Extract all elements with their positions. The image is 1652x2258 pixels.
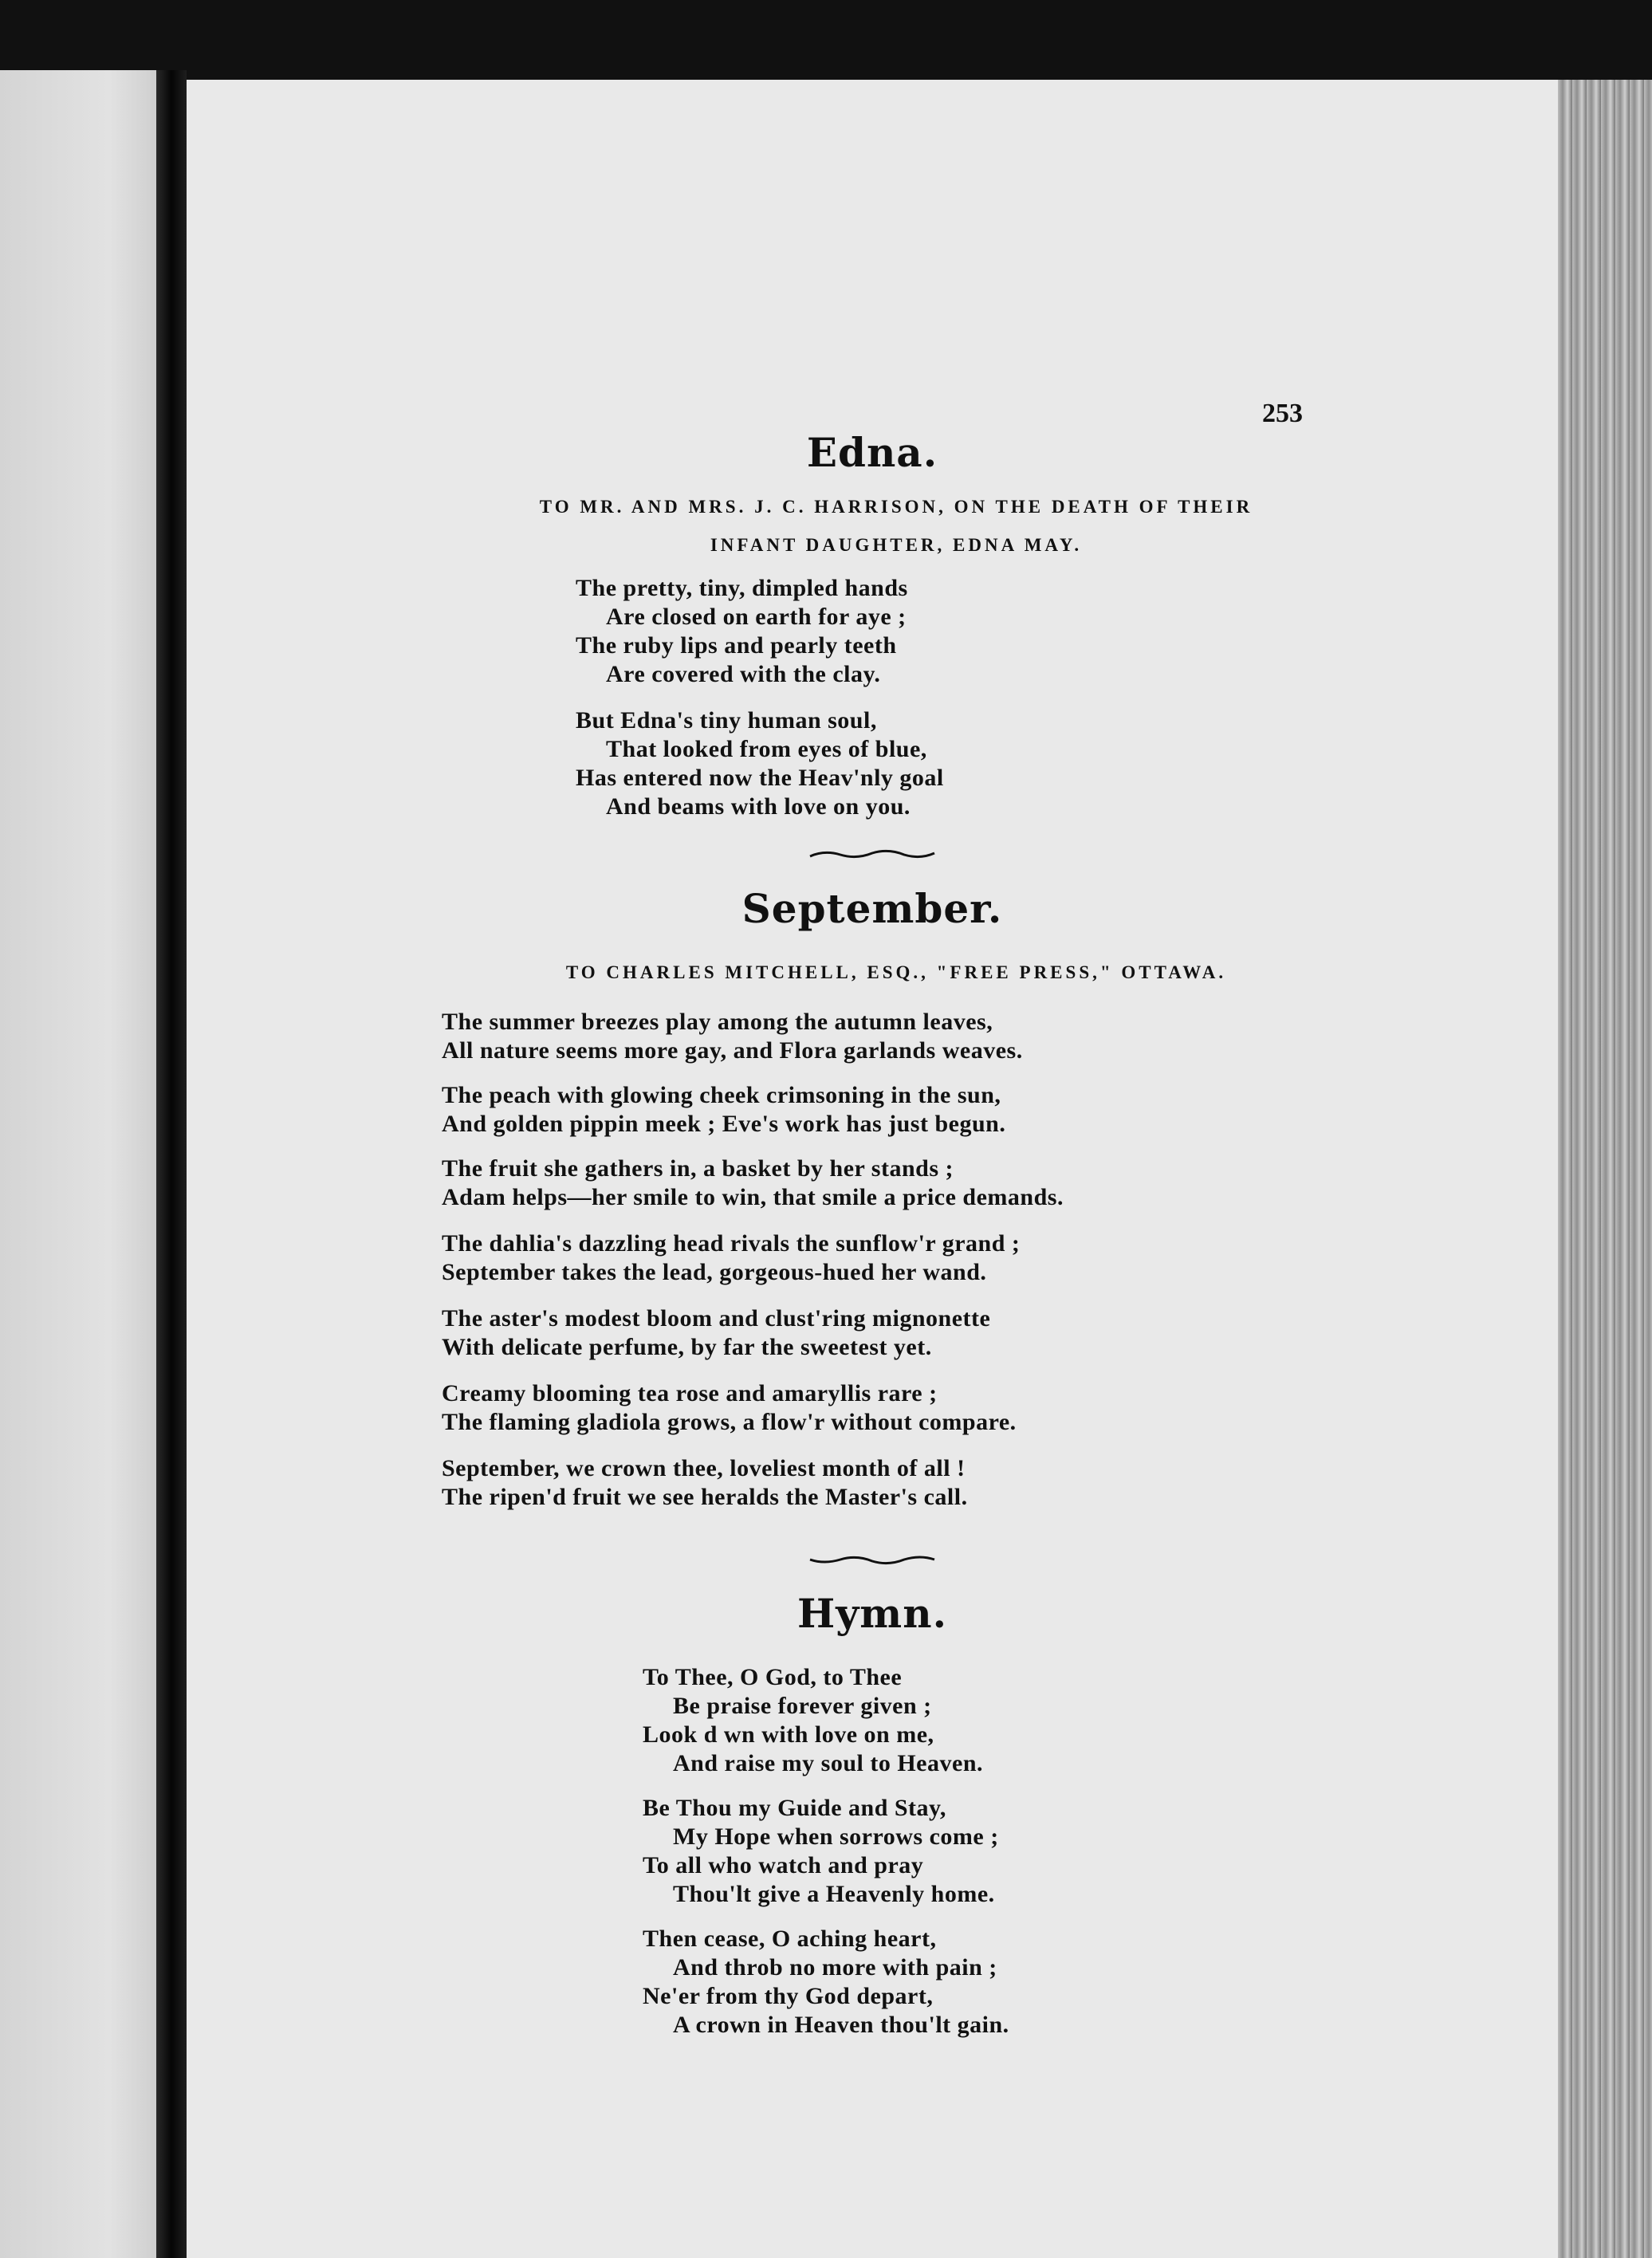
dedication-line: TO CHARLES MITCHELL, ESQ., "FREE PRESS," OTTAWA. xyxy=(565,962,1227,982)
verse-line: Adam helps—her smile to win, that smile a price demands. xyxy=(442,1184,1064,1210)
verse-line: The dahlia's dazzling head rivals the sunflow'r grand ; xyxy=(442,1230,1021,1257)
verse-line: But Edna's tiny human soul, xyxy=(576,707,877,734)
verse-line: Creamy blooming tea rose and amaryllis rare ; xyxy=(442,1380,938,1406)
stanza xyxy=(442,1081,1005,1139)
verse-line: Then cease, O aching heart, xyxy=(643,1926,937,1952)
verse-line: The summer breezes play among the autumn leaves, xyxy=(442,1009,993,1035)
verse-line: To all who watch and pray xyxy=(643,1852,924,1878)
ornament-divider xyxy=(187,847,1558,863)
verse-line: The ruby lips and pearly teeth xyxy=(576,632,897,659)
verse-line: Are covered with the clay. xyxy=(606,661,881,687)
stanza xyxy=(442,1229,1020,1287)
verse-line: Are closed on earth for aye ; xyxy=(606,604,907,630)
stanza xyxy=(442,1379,1017,1437)
poem-title-hymn: Hymn. xyxy=(797,1590,947,1637)
stanza xyxy=(442,1008,1023,1065)
dedication-september xyxy=(346,954,1446,992)
stanza xyxy=(442,1304,990,1362)
dedication-line: TO MR. AND MRS. J. C. HARRISON, ON THE DEATH OF THEIR xyxy=(539,497,1253,517)
stanza xyxy=(442,1454,968,1512)
verse-line: And golden pippin meek ; Eve's work has just begun. xyxy=(442,1111,1006,1137)
facing-page-edge xyxy=(0,70,156,2258)
stanza xyxy=(643,1794,999,1909)
verse-line: September takes the lead, gorgeous-hued her wand. xyxy=(442,1259,987,1285)
verse-line: Be Thou my Guide and Stay, xyxy=(643,1795,946,1821)
dedication-line: INFANT DAUGHTER, EDNA MAY. xyxy=(710,535,1083,555)
page-number: 253 xyxy=(1262,399,1303,428)
verse-line: Be praise forever given ; xyxy=(673,1693,932,1719)
verse-line: Look d wn with love on me, xyxy=(643,1721,934,1748)
dedication-edna xyxy=(346,488,1446,564)
verse-line: A crown in Heaven thou'lt gain. xyxy=(673,2012,1009,2038)
verse-line: The pretty, tiny, dimpled hands xyxy=(576,575,908,601)
verse-line: To Thee, O God, to Thee xyxy=(643,1664,903,1690)
verse-line: The aster's modest bloom and clust'ring mignonette xyxy=(442,1305,991,1332)
verse-line: Ne'er from thy God depart, xyxy=(643,1983,934,2009)
stanza xyxy=(576,706,944,821)
verse-line: The ripen'd fruit we see heralds the Master's call. xyxy=(442,1484,968,1510)
page-stack-edge xyxy=(1558,80,1652,2258)
ornament-divider xyxy=(187,1552,1558,1568)
stanza xyxy=(576,574,908,689)
verse-line: Has entered now the Heav'nly goal xyxy=(576,765,944,791)
poem-title-september: September. xyxy=(741,885,1003,932)
verse-line: With delicate perfume, by far the sweetest yet. xyxy=(442,1334,932,1360)
verse-line: And raise my soul to Heaven. xyxy=(673,1750,983,1776)
verse-line: The peach with glowing cheek crimsoning in the sun, xyxy=(442,1082,1001,1108)
verse-line: And beams with love on you. xyxy=(606,793,911,820)
book-gutter xyxy=(156,70,187,2258)
verse-line: Thou'lt give a Heavenly home. xyxy=(673,1881,995,1907)
stanza xyxy=(643,1925,1009,2040)
verse-line: September, we crown thee, loveliest month of all ! xyxy=(442,1455,966,1481)
poem-title-edna: Edna. xyxy=(806,429,938,476)
stanza xyxy=(643,1663,983,1778)
verse-line: That looked from eyes of blue, xyxy=(606,736,927,762)
verse-line: The fruit she gathers in, a basket by her stands ; xyxy=(442,1155,954,1182)
book-page xyxy=(187,80,1558,2258)
verse-line: The flaming gladiola grows, a flow'r without compare. xyxy=(442,1409,1017,1435)
verse-line: All nature seems more gay, and Flora garlands weaves. xyxy=(442,1037,1023,1064)
verse-line: And throb no more with pain ; xyxy=(673,1954,997,1981)
verse-line: My Hope when sorrows come ; xyxy=(673,1823,999,1850)
stanza xyxy=(442,1155,1064,1212)
